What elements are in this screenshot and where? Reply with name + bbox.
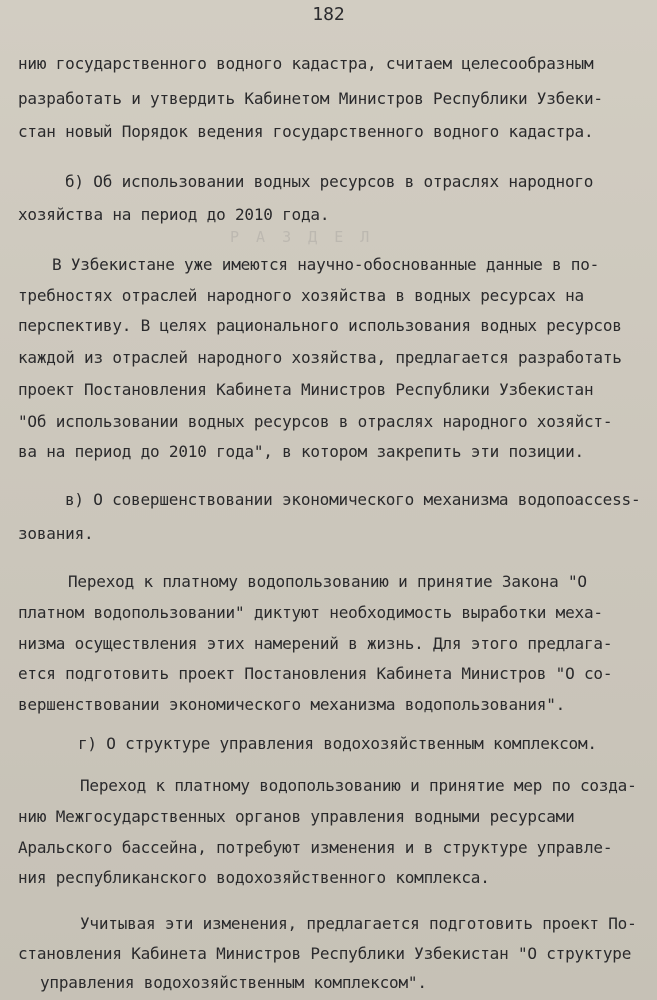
text-line: стан новый Порядок ведения государственного водного кадастра.	[18, 122, 594, 141]
text-line: перспективу. В целях рационального использования водных ресурсов	[18, 316, 622, 335]
text-line: Учитывая эти изменения, предлагается подготовить проект По-	[80, 914, 637, 933]
text-line: "Об использовании водных ресурсов в отраслях народного хозяйст-	[18, 412, 613, 431]
text-line: ния республиканского водохозяйственного комплекса.	[18, 868, 490, 887]
section-heading: в) О совершенствовании экономического механизма водопоaccess-	[65, 490, 641, 509]
text-line: ется подготовить проект Постановления Кабинета Министров "О со-	[18, 664, 613, 683]
text-line: каждой из отраслей народного хозяйства, предлагается разработать	[18, 348, 622, 367]
text-line: В Узбекистане уже имеются научно-обоснованные данные в по-	[52, 255, 600, 274]
text-line: Переход к платному водопользованию и принятие мер по созда-	[80, 776, 637, 795]
text-line: требностях отраслей народного хозяйства в водных ресурсах на	[18, 286, 584, 305]
text-line: низма осуществления этих намерений в жизнь. Для этого предлага-	[18, 634, 613, 653]
text-line: платном водопользовании" диктуют необходимость выработки меха-	[18, 603, 603, 622]
section-heading: г) О структуре управления водохозяйственным комплексом.	[78, 734, 597, 753]
text-line: хозяйства на период до 2010 года.	[18, 205, 330, 224]
text-line: Аральского бассейна, потребуют изменения и в структуре управле-	[18, 838, 613, 857]
section-heading: б) Об использовании водных ресурсов в отраслях народного	[65, 172, 594, 191]
text-line: становления Кабинета Министров Республики Узбекистан "О структуре	[18, 944, 632, 963]
text-line: проект Постановления Кабинета Министров Республики Узбекистан	[18, 380, 594, 399]
text-line: нию государственного водного кадастра, считаем целесообразным	[18, 54, 594, 73]
text-line: разработать и утвердить Кабинетом Министров Республики Узбеки-	[18, 89, 603, 108]
text-line: ва на период до 2010 года", в котором закрепить эти позиции.	[18, 442, 584, 461]
page-number: 182	[312, 4, 345, 25]
text-line: управления водохозяйственным комплексом".	[40, 973, 427, 992]
text-line: Переход к платному водопользованию и принятие Закона "О	[68, 572, 587, 591]
text-line: зования.	[18, 524, 94, 543]
text-line: вершенствовании экономического механизма водопользования".	[18, 695, 566, 714]
bleed-through-text: Р А З Д Е Л	[230, 228, 374, 246]
text-line: нию Межгосударственных органов управления водными ресурсами	[18, 807, 575, 826]
